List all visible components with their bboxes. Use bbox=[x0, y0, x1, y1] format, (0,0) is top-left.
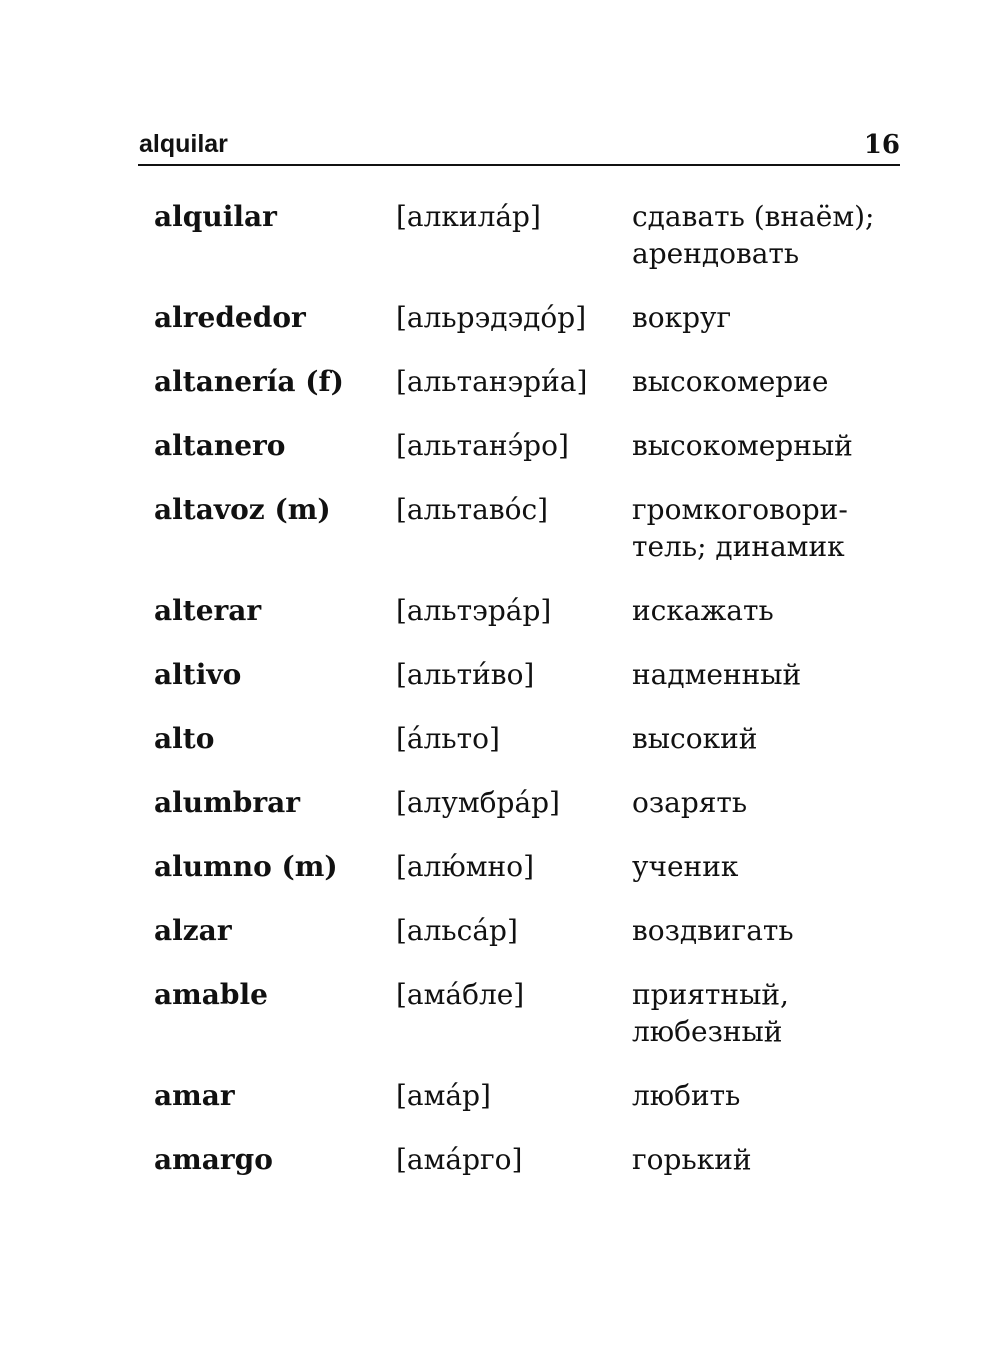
entry-word: amargo bbox=[154, 1143, 273, 1176]
entry-pronunciation: [альтанэ́ро] bbox=[396, 429, 569, 462]
entry-pronunciation: [ама́р] bbox=[396, 1079, 491, 1112]
entry-word: alterar bbox=[154, 594, 262, 627]
dictionary-entry bbox=[154, 427, 900, 464]
entry-pronunciation: [альтаво́с] bbox=[396, 493, 549, 526]
dictionary-entry bbox=[154, 1141, 900, 1178]
entry-word: altavoz (m) bbox=[154, 493, 331, 526]
entry-pronunciation: [альса́р] bbox=[396, 914, 518, 947]
entry-word: amable bbox=[154, 978, 268, 1011]
entry-pronunciation: [алумбра́р] bbox=[396, 786, 560, 819]
dictionary-entry bbox=[154, 592, 900, 629]
dictionary-entry bbox=[154, 848, 900, 885]
entry-pronunciation: [ама́бле] bbox=[396, 978, 525, 1011]
entry-word: alumno (m) bbox=[154, 850, 338, 883]
dictionary-entry bbox=[154, 976, 900, 1050]
page-number: 16 bbox=[863, 130, 900, 160]
entry-pronunciation: [алкила́р] bbox=[396, 200, 541, 233]
dictionary-entry bbox=[154, 491, 900, 565]
entry-translation: озарять bbox=[632, 786, 748, 819]
entry-translation: любить bbox=[632, 1079, 741, 1112]
entry-word: amar bbox=[154, 1079, 235, 1112]
entry-pronunciation: [ама́рго] bbox=[396, 1143, 523, 1176]
entry-pronunciation: [альрэдэдо́р] bbox=[396, 301, 587, 334]
entry-pronunciation: [альтэра́р] bbox=[396, 594, 552, 627]
entry-translation: высокомерный bbox=[632, 429, 853, 462]
entry-word: altanería (f) bbox=[154, 365, 344, 398]
entry-translation: приятный, любезный bbox=[632, 978, 789, 1048]
dictionary-entry bbox=[154, 363, 900, 400]
entry-translation: воздвигать bbox=[632, 914, 794, 947]
dictionary-entry bbox=[154, 1077, 900, 1114]
dictionary-entry bbox=[154, 656, 900, 693]
entry-word: alrededor bbox=[154, 301, 306, 334]
dictionary-entry bbox=[154, 912, 900, 949]
dictionary-entry bbox=[154, 299, 900, 336]
dictionary-entries bbox=[154, 198, 900, 1178]
entry-translation: сдавать (внаём); арендовать bbox=[632, 200, 875, 270]
entry-pronunciation: [алю́мно] bbox=[396, 850, 535, 883]
entry-word: alzar bbox=[154, 914, 232, 947]
entry-translation: вокруг bbox=[632, 301, 732, 334]
entry-translation: надменный bbox=[632, 658, 802, 691]
entry-word: alto bbox=[154, 722, 215, 755]
entry-word: alumbrar bbox=[154, 786, 300, 819]
entry-translation: горький bbox=[632, 1143, 752, 1176]
page-header bbox=[138, 128, 900, 166]
entry-translation: громкоговори- тель; динамик bbox=[632, 493, 848, 563]
entry-translation: ученик bbox=[632, 850, 739, 883]
entry-pronunciation: [альтанэри́а] bbox=[396, 365, 588, 398]
entry-translation: высокий bbox=[632, 722, 758, 755]
entry-word: altivo bbox=[154, 658, 242, 691]
entry-translation: искажать bbox=[632, 594, 774, 627]
dictionary-entry bbox=[154, 720, 900, 757]
running-head: alquilar bbox=[139, 130, 228, 158]
entry-word: alquilar bbox=[154, 200, 277, 233]
entry-pronunciation: [альти́во] bbox=[396, 658, 535, 691]
entry-word: altanero bbox=[154, 429, 286, 462]
dictionary-entry bbox=[154, 784, 900, 821]
entry-pronunciation: [а́льто] bbox=[396, 722, 500, 755]
dictionary-entry bbox=[154, 198, 900, 272]
entry-translation: высокомерие bbox=[632, 365, 829, 398]
